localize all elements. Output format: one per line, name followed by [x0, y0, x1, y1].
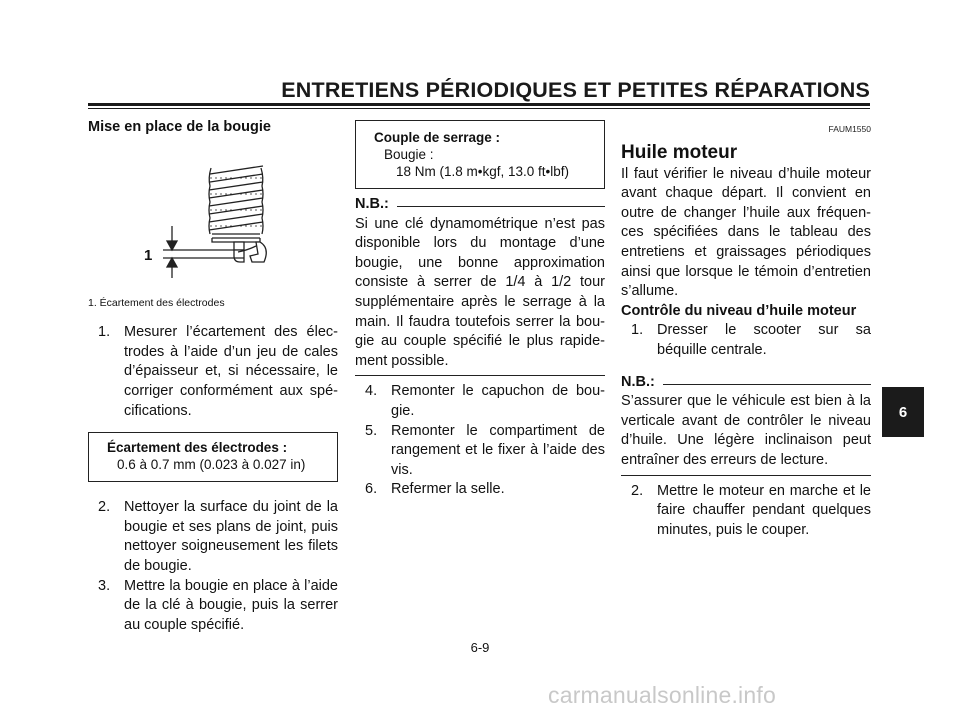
site-watermark: carmanualsonline.info [548, 682, 776, 708]
step-1 [98, 323, 338, 421]
spark-plug-heading: Mise en place de la bougie [88, 119, 271, 135]
oil-step-1-number: 1. [631, 322, 644, 339]
nb-rule [397, 206, 605, 207]
page-header-title: ENTRETIENS PÉRIODIQUES ET PETITES RÉPARATIONS [281, 78, 870, 102]
torque-value: 18 Nm (1.8 m•kgf, 13.0 ft•lbf) [396, 164, 570, 179]
nb-end-rule [355, 375, 605, 376]
step-3-text: Mettre la bougie en place à l’aide de la clé à bougie, puis la serrer au couple spécifié. [124, 577, 338, 633]
oil-nb-end-rule [621, 475, 871, 476]
right-column [621, 120, 871, 540]
oil-step-2-text: Mettre le moteur en marche et le faire chauffer pendant quelques minutes, puis le couper. [657, 482, 871, 538]
page-number: 6-9 [470, 640, 490, 655]
electrode-icon [234, 242, 266, 262]
step-1-text: Mesurer l’écartement des élec-trodes à l’aide d’un jeu de cales d’épaisseur et, si nécessaire, le corriger conformément aux spé-cifications. [124, 324, 338, 419]
step-1-number: 1. [98, 324, 111, 341]
oil-nb-label: N.B.: [621, 373, 655, 390]
spec-value: 0.6 à 0.7 mm (0.023 à 0.027 in) [117, 457, 306, 473]
oil-step-1-text: Dresser le scooter sur sa béquille centrale. [657, 322, 871, 358]
oil-step-2 [631, 482, 871, 541]
step-4 [365, 382, 605, 421]
nb-label: N.B.: [355, 196, 389, 212]
spec-label: Écartement des électrodes : [107, 440, 288, 456]
step-4-number: 4. [365, 383, 378, 400]
step-3-number: 3. [98, 577, 111, 594]
step-4-text: Remonter le capuchon de bou-gie. [391, 383, 605, 419]
header-rule-thick [88, 103, 870, 106]
spark-plug-figure [88, 138, 338, 286]
nb-header [355, 195, 605, 215]
engine-oil-intro: Il faut vérifier le niveau d’huile moteur avant chaque départ. Il convient en outre de changer l’huile aux fréquen-ces spécifiées dans le tableau des entretiens et graissages périodiques ainsi que lorsque le témoin d’entretien s’allume. [621, 165, 871, 300]
chapter-tab: 6 [882, 387, 924, 437]
step-6-number: 6. [365, 481, 378, 498]
step-2-text: Nettoyer la surface du joint de la bougie et ses plans de joint, puis nettoyer soigneusement les filets de bougie. [124, 499, 338, 574]
electrode-gap-spec-box [88, 432, 338, 482]
step-5 [365, 422, 605, 481]
engine-oil-heading: Huile moteur [621, 141, 738, 163]
step-5-number: 5. [365, 422, 378, 439]
oil-nb-rule [663, 384, 871, 385]
spark-plug-thread-icon [209, 166, 263, 242]
oil-step-1 [631, 321, 871, 360]
step-3 [98, 577, 338, 636]
nb-text: Si une clé dynamométrique n’est pas disponible lors du montage d’une bougie, une bonne approximation consiste à serrer de 1/4 à 1/2 tour supplémentaire après le serrage à la main. Il faudra toutefois serrer la bou-gie au couple spécifié le plus rapide-ment possible. [355, 215, 605, 369]
section-code: FAUM1550 [828, 124, 871, 134]
oil-nb-header [621, 373, 871, 393]
step-6-text: Refermer la selle. [391, 481, 505, 498]
figure-callout-label: 1 [144, 246, 153, 264]
step-2 [98, 498, 338, 576]
spark-plug-gap-diagram [88, 138, 338, 286]
oil-step-2-number: 2. [631, 482, 644, 499]
oil-level-subheading: Contrôle du niveau d’huile moteur [621, 302, 857, 319]
torque-spec-box [355, 120, 605, 189]
torque-item: Bougie : [384, 147, 434, 162]
step-6 [365, 480, 605, 500]
step-5-text: Remonter le compartiment de rangement et le fixer à l’aide des vis. [391, 422, 605, 478]
torque-label: Couple de serrage : [374, 130, 501, 145]
step-2-number: 2. [98, 499, 111, 516]
left-column [88, 118, 338, 635]
oil-nb-text: S’assurer que le véhicule est bien à la verticale avant de contrôler le niveau d’huile. Une légère inclinaison peut entraîner des erreurs de lecture. [621, 393, 871, 468]
header-rule-thin [88, 108, 870, 109]
figure-caption: 1. Écartement des électrodes [88, 296, 225, 309]
middle-column [355, 120, 605, 500]
